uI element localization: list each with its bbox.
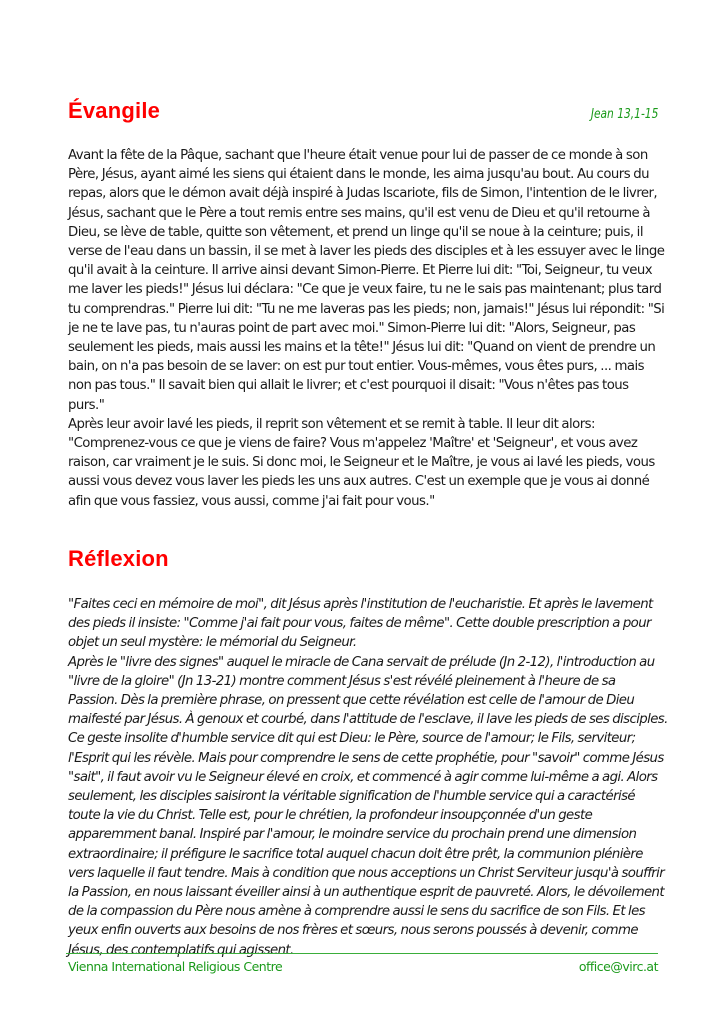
gospel-title: Évangile [68, 98, 161, 123]
footer-divider [66, 953, 658, 954]
footer-organization: Vienna International Religious Centre [68, 959, 283, 974]
footer-email[interactable]: office@virc.at [578, 959, 658, 974]
reflection-paragraph: Après le "livre des signes" auquel le miracle de Cana servait de prélude (Jn 2-12), l'introduction au "livre de la gloire" (Jn 13-21) montre comment Jésus s'est révélé pleinement à l'heure de sa Passion. Dès la première phrase, on pressent que cette révélation est celle de l'amour de Dieu maifesté par Jésus. À genoux et courbé, dans l'attitude de l'esclave, il lave les pieds de ses disciples. Ce geste insolite d'humble service dit qui est Dieu: le Père, source de l'amour; le Fils, serviteur; l'Esprit qui les révèle. Mais pour comprendre le sens de cette prophétie, pour "savoir" comme Jésus "sait", il faut avoir vu le Seigneur élevé en croix, et commencé à agir comme lui-même a agi. Alors seulement, les disciples saisiront la véritable signification de l'humble service qui a caractérisé toute la vie du Christ. Telle est, pour le chrétien, la profondeur insoupçonnée d'un geste apparemment banal. Inspiré par l'amour, le moindre service du prochain prend une dimension extraordinaire; il préfigure le sacrifice total auquel chacun doit être prêt, la communion plénière vers laquelle il faut tendre. Mais à condition que nous acceptions un Christ Serviteur jusqu'à souffrir la Passion, en nous laissant éveiller ainsi à un authentique esprit de pauvreté. Alors, le dévoilement de la compassion du Père nous amène à comprendre aussi le sens du sacrifice de son Fils. Et les yeux enfin ouverts aux besoins de nos frères et sœurs, nous serons poussés à devenir, comme Jésus, des contemplatifs qui agissent. [68, 654, 668, 958]
gospel-text [68, 146, 668, 511]
reflection-header [68, 546, 658, 572]
gospel-header [68, 98, 658, 124]
footer [68, 959, 658, 974]
gospel-reference: Jean 13,1-15 [590, 107, 658, 122]
gospel-paragraph: Avant la fête de la Pâque, sachant que l'heure était venue pour lui de passer de ce monde à son Père, Jésus, ayant aimé les siens qui étaient dans le monde, les aima jusqu'au bout. Au cours du repas, alors que le démon avait déjà inspiré à Judas Iscariote, fils de Simon, l'intention de le livrer, Jésus, sachant que le Père a tout remis entre ses mains, qu'il est venu de Dieu et qu'il retourne à Dieu, se lève de table, quitte son vêtement, et prend un linge qu'il se noue à la ceinture; puis, il verse de l'eau dans un bassin, il se met à laver les pieds des disciples et à les essuyer avec le linge qu'il avait à la ceinture. Il arrive ainsi devant Simon-Pierre. Et Pierre lui dit: "Toi, Seigneur, tu veux me laver les pieds!" Jésus lui déclara: "Ce que je veux faire, tu ne le sais pas maintenant; plus tard tu comprendras." Pierre lui dit: "Tu ne me laveras pas les pieds; non, jamais!" Jésus lui répondit: "Si je ne te lave pas, tu n'auras point de part avec moi." Simon-Pierre lui dit: "Alors, Seigneur, pas seulement les pieds, mais aussi les mains et la tête!" Jésus lui dit: "Quand on vient de prendre un bain, on n'a pas besoin de se laver: on est pur tout entier. Vous-mêmes, vous êtes purs, ... mais non pas tous." Il savait bien qui allait le livrer; et c'est pourquoi il disait: "Vous n'êtes pas tous purs." [68, 148, 665, 413]
gospel-paragraph: Après leur avoir lavé les pieds, il reprit son vêtement et se remit à table. Il leur dit alors: "Comprenez-vous ce que je viens de faire? Vous m'appelez 'Maître' et 'Seigneur', et vous avez raison, car vraiment je le suis. Si donc moi, le Seigneur et le Maître, je vous ai lavé les pieds, vous aussi vous devez vous laver les pieds les uns aux autres. C'est un exemple que je vous ai donné afin que vous fassiez, vous aussi, comme j'ai fait pour vous." [68, 416, 655, 509]
reflection-title: Réflexion [68, 546, 169, 571]
reflection-paragraph: "Faites ceci en mémoire de moi", dit Jésus après l'institution de l'eucharistie. Et après le lavement des pieds il insiste: "Comme j'ai fait pour vous, faites de même". Cette double prescription a pour objet un seul mystère: le mémorial du Seigneur. [68, 597, 653, 651]
reflection-text [68, 595, 668, 960]
